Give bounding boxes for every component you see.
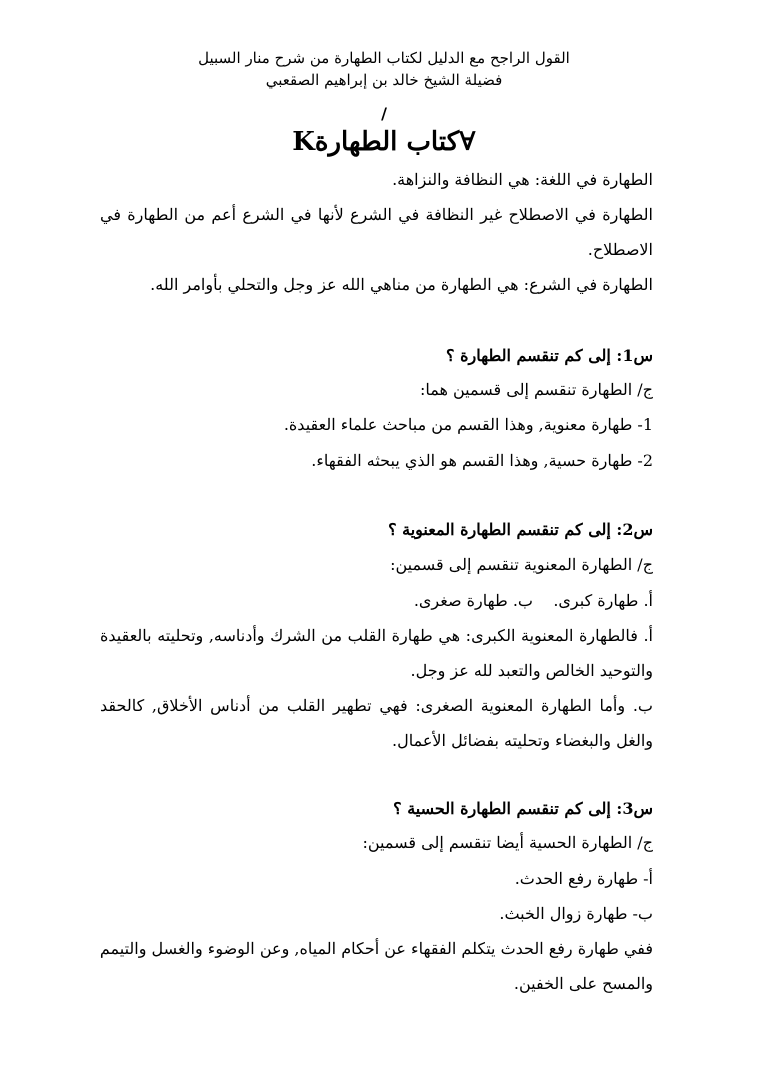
header-book-title: القول الراجح مع الدليل لكتاب الطهارة من شرح منار السبيل (198, 49, 570, 67)
answer-3-paragraph-line1: ففي طهارة رفع الحدث يتكلم الفقهاء عن أحكام المياه, وعن الوضوء والغسل والتيمم (99, 939, 653, 958)
answer-3-item-b: ب- طهارة زوال الخبث. (499, 904, 653, 923)
answer-2-minor-line2: والغل والبغضاء وتحليته بفضائل الأعمال. (392, 731, 653, 750)
answer-2-major-line1: أ. فالطهارة المعنوية الكبرى: هي طهارة القلب من الشرك وأدناسه, وتحليته بالعقيدة (100, 626, 653, 645)
answer-2: ج/ الطهارة المعنوية تنقسم إلى قسمين: (390, 555, 653, 574)
header-slash: / (381, 104, 387, 123)
question-1: س1: إلى كم تنقسم الطهارة ؟ (446, 346, 653, 365)
answer-2-major-line2: والتوحيد الخالص والتعبد لله عز وجل. (410, 661, 653, 680)
header-author: فضيلة الشيخ خالد بن إبراهيم الصقعبي (265, 71, 503, 89)
answer-3: ج/ الطهارة الحسية أيضا تنقسم إلى قسمين: (362, 833, 653, 852)
answer-1-item-1: 1- طهارة معنوية, وهذا القسم من مباحث علماء العقيدة. (283, 415, 653, 434)
answer-3-paragraph-line2: والمسح على الخفين. (513, 974, 653, 993)
intro-language-definition: الطهارة في اللغة: هي النظافة والنزاهة. (392, 170, 653, 189)
intro-term-definition-line2: الاصطلاح. (587, 240, 653, 259)
answer-1-item-2: 2- طهارة حسية, وهذا القسم هو الذي يبحثه الفقهاء. (311, 451, 653, 470)
question-3: س3: إلى كم تنقسم الطهارة الحسية ؟ (393, 799, 653, 818)
intro-term-definition-line1: الطهارة في الاصطلاح غير النظافة في الشرع لأنها في الشرع أعم من الطهارة في (100, 205, 653, 224)
answer-2-items: أ. طهارة كبرى. ب. طهارة صغرى. (413, 591, 653, 610)
answer-3-item-a: أ- طهارة رفع الحدث. (514, 869, 653, 888)
answer-1: ج/ الطهارة تنقسم إلى قسمين هما: (419, 380, 653, 399)
answer-2-minor-line1: ب. وأما الطهارة المعنوية الصغرى: فهي تطهير القلب من أدناس الأخلاق, كالحقد (100, 696, 653, 715)
chapter-title: ∀كتاب الطهارةK (292, 127, 476, 157)
question-2: س2: إلى كم تنقسم الطهارة المعنوية ؟ (388, 520, 653, 539)
intro-sharia-definition: الطهارة في الشرع: هي الطهارة من مناهي الله عز وجل والتحلي بأوامر الله. (150, 275, 653, 294)
